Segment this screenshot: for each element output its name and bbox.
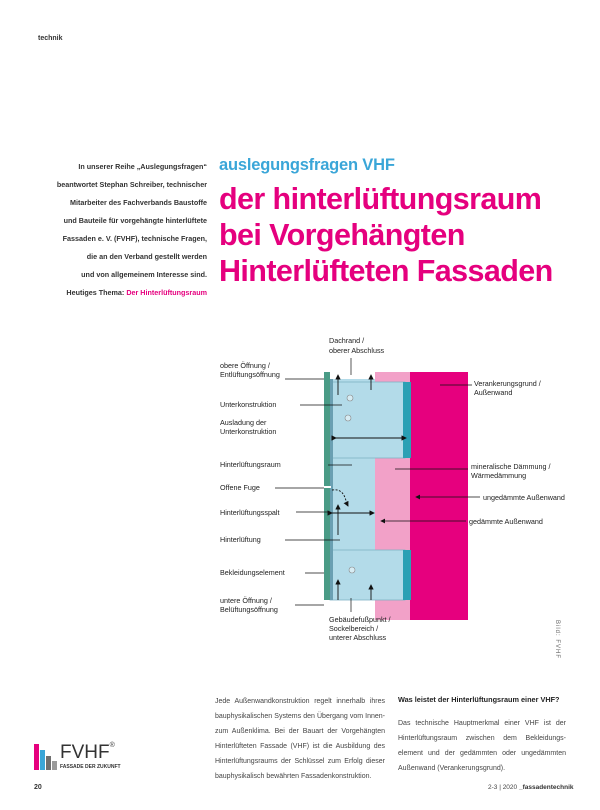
label-waermedaemmung: Wärmedämmung bbox=[471, 471, 527, 480]
intro-theme-prefix: Heutiges Thema: bbox=[66, 288, 125, 297]
fvhf-logo bbox=[34, 744, 154, 774]
intro-line: und Bauteile für vorgehängte hinterlüftete bbox=[63, 216, 207, 225]
headline-line: Hinterlüfteten Fassaden bbox=[219, 254, 553, 288]
logo-tagline: FASSADE DER ZUKUNFT bbox=[60, 764, 121, 770]
logo-name: FVHF® bbox=[60, 742, 115, 763]
label-hinterlueftungsraum: Hinterlüftungsraum bbox=[220, 460, 281, 469]
kicker: auslegungsfragen VHF bbox=[219, 156, 395, 174]
intro-line: die an den Verband gestellt werden bbox=[86, 252, 207, 261]
bracket-top-plate bbox=[330, 382, 405, 458]
intro-line: In unserer Reihe „Auslegungsfragen“ bbox=[78, 162, 207, 171]
label-hinterlueftungsspalt: Hinterlüftungsspalt bbox=[220, 508, 280, 517]
bracket-top-anchor bbox=[403, 382, 411, 458]
headline-line: der hinterlüftungsraum bbox=[219, 182, 542, 216]
page-number: 20 bbox=[34, 784, 42, 791]
label-belueftungsoeffnung: Belüftungsöffnung bbox=[220, 605, 278, 614]
label-verankerungsgrund: Verankerungsgrund / bbox=[474, 379, 541, 388]
label-obere-oeffnung: obere Öffnung / bbox=[220, 361, 270, 370]
footer-magazine: _fassadentechnik bbox=[518, 784, 574, 791]
label-bekleidungselement: Bekleidungselement bbox=[220, 568, 285, 577]
logo-bars-icon bbox=[34, 744, 56, 770]
bracket-bottom-anchor bbox=[403, 550, 411, 600]
intro-theme-highlight: Der Hinterlüftungsraum bbox=[126, 288, 207, 297]
intro-line: Mitarbeiter des Fachverbands Baustoffe bbox=[70, 198, 207, 207]
bracket-bottom-plate bbox=[330, 550, 405, 600]
body-column-1: Jede Außenwandkonstruktion regelt innerhalb ihres bauphysikalischen Systems den Übergang vom Innen- zum Außenklima. Bei der Bauart der Vorgehängten Hinterlüfteten Fassade (VHF) ist die Ausbildung des Hinterlüftungsraums der Schlüssel zum Erfolg dieser bauphysikalisch bewährten Fassadenkonstruktion. bbox=[215, 698, 385, 780]
label-unterer-abschluss: unterer Abschluss bbox=[329, 633, 387, 642]
label-ausladung: Ausladung der bbox=[220, 418, 267, 427]
image-credit: Bild: FVHF bbox=[554, 620, 560, 660]
footer-issue-number: 2-3 | 2020 bbox=[488, 784, 518, 791]
label-aussenwand: Außenwand bbox=[474, 388, 513, 397]
label-unterkonstruktion: Unterkonstruktion bbox=[220, 400, 277, 409]
intro-line: beantwortet Stephan Schreiber, technischer bbox=[56, 180, 207, 189]
screw-icon bbox=[345, 415, 351, 421]
label-entlueftungsoeffnung: Entlüftungsöffnung bbox=[220, 370, 280, 379]
body-column-2: Das technische Hauptmerkmal einer VHF ist der Hinterlüftungsraum zwischen dem Bekleidungs- element und der gedämmten oder ungedämmten Außenwand (Verankerungsgrund). bbox=[398, 720, 566, 772]
label-gedaemmte-aussenwand: gedämmte Außenwand bbox=[469, 517, 543, 526]
substructure-band-mid bbox=[330, 458, 375, 550]
label-gebaeudefusspunkt: Gebäudefußpunkt / bbox=[329, 615, 391, 624]
label-ungedaemmte-aussenwand: ungedämmte Außenwand bbox=[483, 493, 565, 502]
intro-line: Fassaden e. V. (FVHF), technische Fragen, bbox=[62, 234, 207, 243]
screw-icon bbox=[349, 567, 355, 573]
intro-line: und von allgemeinem Interesse sind. bbox=[81, 270, 207, 279]
headline-line: bei Vorgehängten bbox=[219, 218, 465, 252]
footer-issue bbox=[488, 784, 574, 791]
section-tag: technik bbox=[38, 35, 63, 42]
label-dachrand: Dachrand / bbox=[329, 336, 365, 345]
label-offene-fuge: Offene Fuge bbox=[220, 483, 260, 492]
label-sockelbereich: Sockelbereich / bbox=[329, 624, 379, 633]
label-mineralische-daemmung: mineralische Dämmung / bbox=[471, 462, 551, 471]
label-oberer-abschluss: oberer Abschluss bbox=[329, 346, 385, 355]
label-hinterlueftung: Hinterlüftung bbox=[220, 535, 261, 544]
wall-block bbox=[410, 372, 468, 620]
screw-icon bbox=[347, 395, 353, 401]
body-question: Was leistet der Hinterlüftungsraum einer VHF? bbox=[398, 695, 560, 704]
label-ausladung-2: Unterkonstruktion bbox=[220, 427, 277, 436]
label-untere-oeffnung: untere Öffnung / bbox=[220, 596, 272, 605]
